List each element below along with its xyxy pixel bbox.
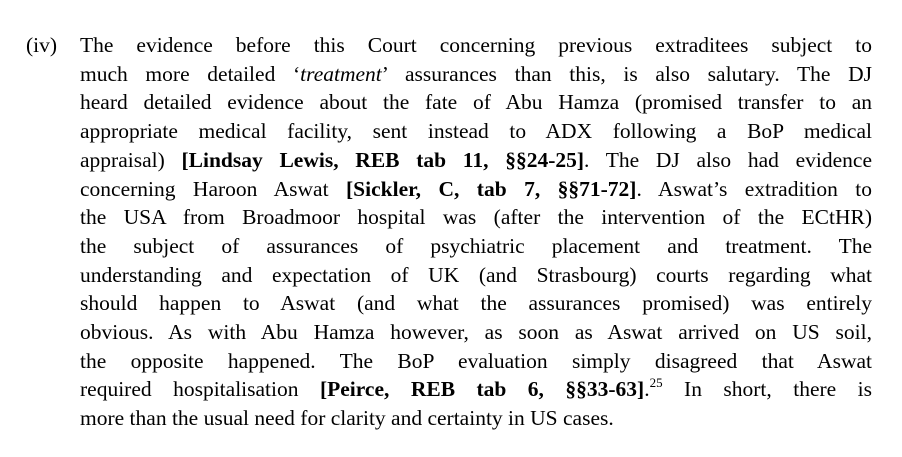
text-run: appraisal) xyxy=(80,147,182,172)
text-run: should happen to Aswat (and what the assurances promised) was entirely xyxy=(80,291,872,316)
paragraph-line xyxy=(80,232,872,261)
text-run: more than the usual need for clarity and certainty in US cases. xyxy=(80,406,614,431)
paragraph-line xyxy=(80,404,872,433)
paragraph-line xyxy=(80,375,872,404)
paragraph-line xyxy=(80,88,872,117)
text-run: appropriate medical facility, sent instead to ADX following a BoP medical xyxy=(80,119,872,144)
citation-reference: [Sickler, C, tab 7, §§71-72] xyxy=(346,176,637,201)
citation-reference: [Lindsay Lewis, REB tab 11, §§24-25] xyxy=(181,147,585,172)
paragraph-line xyxy=(80,60,872,89)
text-run: concerning Haroon Aswat xyxy=(80,176,346,201)
paragraph-line xyxy=(80,347,872,376)
paragraph-line xyxy=(80,175,872,204)
paragraph-line xyxy=(80,261,872,290)
text-run: . xyxy=(644,377,650,402)
text-run: . The DJ also had evidence xyxy=(584,147,872,172)
text-run: heard detailed evidence about the fate of Abu Hamza (promised transfer to an xyxy=(80,90,872,115)
paragraph-line xyxy=(80,146,872,175)
paragraph-line xyxy=(80,31,872,60)
text-run: much more detailed ‘ xyxy=(80,61,301,86)
paragraph-line xyxy=(80,318,872,347)
paragraph-line xyxy=(80,117,872,146)
text-run: understanding and expectation of UK (and Strasbourg) courts regarding what xyxy=(80,262,872,287)
text-run: ’ assurances than this, is also salutary. The DJ xyxy=(381,61,872,86)
paragraph-marker: (iv) xyxy=(26,33,58,57)
text-run: the USA from Broadmoor hospital was (after the intervention of the ECtHR) xyxy=(80,205,872,230)
text-run: . Aswat’s extradition to xyxy=(636,176,873,201)
text-run: The evidence before this Court concerning previous extraditees subject to xyxy=(80,33,872,57)
paragraph-line xyxy=(80,203,872,232)
footnote-marker[interactable]: 25 xyxy=(649,375,663,391)
text-run: the subject of assurances of psychiatric placement and treatment. The xyxy=(80,233,872,258)
text-run: obvious. As with Abu Hamza however, as soon as Aswat arrived on US soil, xyxy=(80,320,872,345)
emphasized-text: treatment xyxy=(300,61,382,86)
text-run: the opposite happened. The BoP evaluation simply disagreed that Aswat xyxy=(80,348,872,373)
text-run: In short, there is xyxy=(662,377,872,402)
text-run: required hospitalisation xyxy=(80,377,320,402)
paragraph-body xyxy=(80,31,872,433)
citation-reference: [Peirce, REB tab 6, §§33-63] xyxy=(319,377,645,402)
paragraph-line xyxy=(80,289,872,318)
